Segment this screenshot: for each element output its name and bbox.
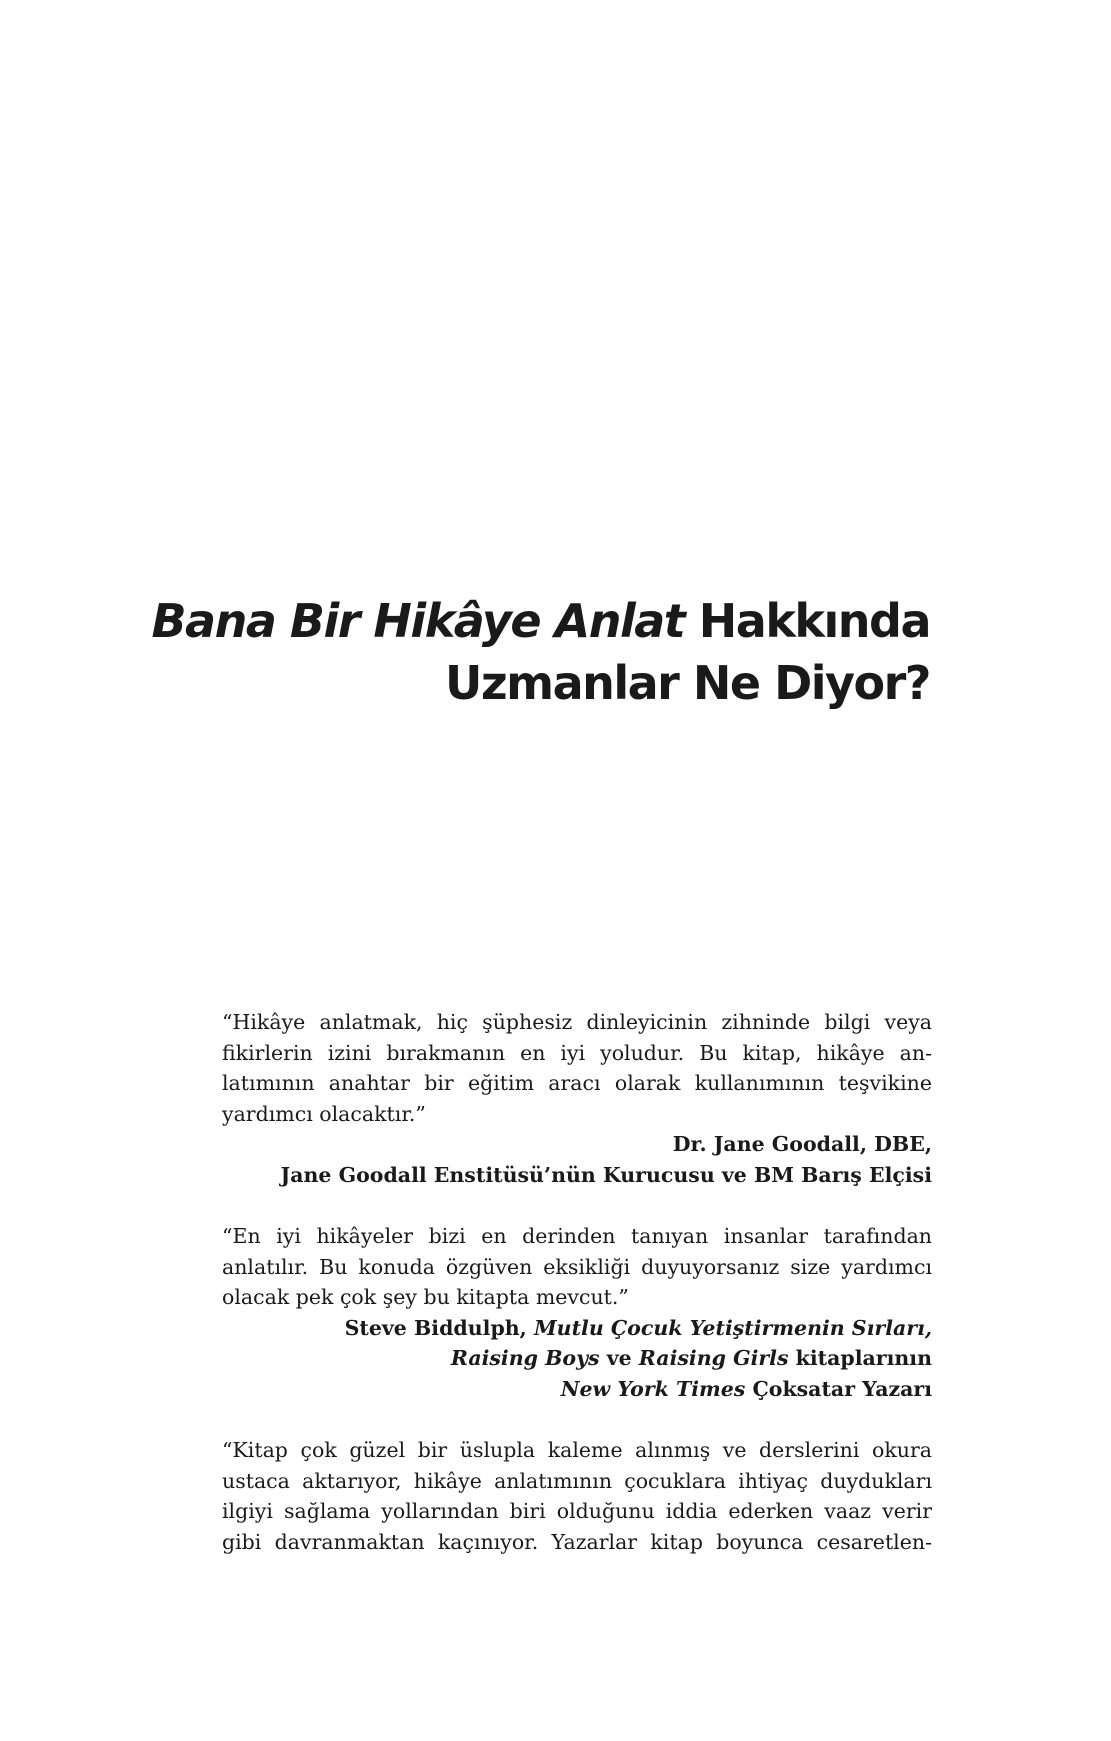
quote-1	[222, 1007, 932, 1190]
quote-attribution-title	[222, 1374, 932, 1405]
quote-line: latımının anahtar bir eğitim aracı olarak kullanımının teşvikine	[222, 1071, 932, 1095]
attribution-book: Mutlu Çocuk Yetiştirmenin Sırları,	[533, 1315, 932, 1340]
attribution-book: Raising Boys	[450, 1346, 600, 1370]
quote-line: “Hikâye anlatmak, hiç şüphesiz dinleyicinin zihninde bilgi veya	[222, 1010, 932, 1034]
page-title	[150, 590, 930, 714]
attribution-text: ve	[599, 1346, 639, 1370]
attribution-newspaper: New York Times	[560, 1376, 746, 1401]
title-line-2: Uzmanlar Ne Diyor?	[445, 656, 930, 710]
quote-line: gibi davranmaktan kaçınıyor. Yazarlar kitap boyunca cesaretlen-	[222, 1529, 932, 1554]
quote-line: ustaca aktarıyor, hikâye anlatımının çocuklara ihtiyaç duydukları	[222, 1468, 932, 1493]
attribution-book: Raising Girls	[638, 1346, 789, 1370]
quote-line: fikirlerin izini bırakmanın en iyi yoludur. Bu kitap, hikâye an-	[222, 1040, 932, 1065]
quote-attribution	[222, 1313, 932, 1344]
quote-line: “Kitap çok güzel bir üslupla kaleme alınmış ve derslerini okura	[222, 1438, 932, 1462]
attribution-text: kitaplarının	[788, 1346, 932, 1370]
title-text: Hakkında	[684, 594, 930, 648]
title-book-name: Bana Bir Hikâye Anlat	[151, 594, 685, 648]
attribution-text: Çoksatar Yazarı	[745, 1376, 932, 1401]
quote-attribution-title: Jane Goodall Enstitüsü’nün Kurucusu ve BM Barış Elçisi	[280, 1162, 932, 1187]
quote-attribution: Dr. Jane Goodall, DBE,	[672, 1132, 932, 1156]
quote-line: “En iyi hikâyeler bizi en derinden tanıyan insanlar tarafından	[222, 1224, 932, 1248]
quotes-section	[222, 1007, 932, 1557]
attribution-name: Steve Biddulph,	[344, 1315, 534, 1340]
quote-3	[222, 1435, 932, 1557]
quote-line: olacak pek çok şey bu kitapta mevcut.”	[222, 1285, 629, 1309]
quote-line: anlatılır. Bu konuda özgüven eksikliği duyuyorsanız size yardımcı	[222, 1254, 932, 1279]
quote-line: yardımcı olacaktır.”	[222, 1101, 426, 1126]
quote-attribution-books	[222, 1343, 932, 1374]
quote-2	[222, 1221, 932, 1404]
title-line-1	[150, 590, 930, 652]
quote-line: ilgiyi sağlama yollarından biri olduğunu iddia ederken vaaz verir	[222, 1499, 932, 1523]
